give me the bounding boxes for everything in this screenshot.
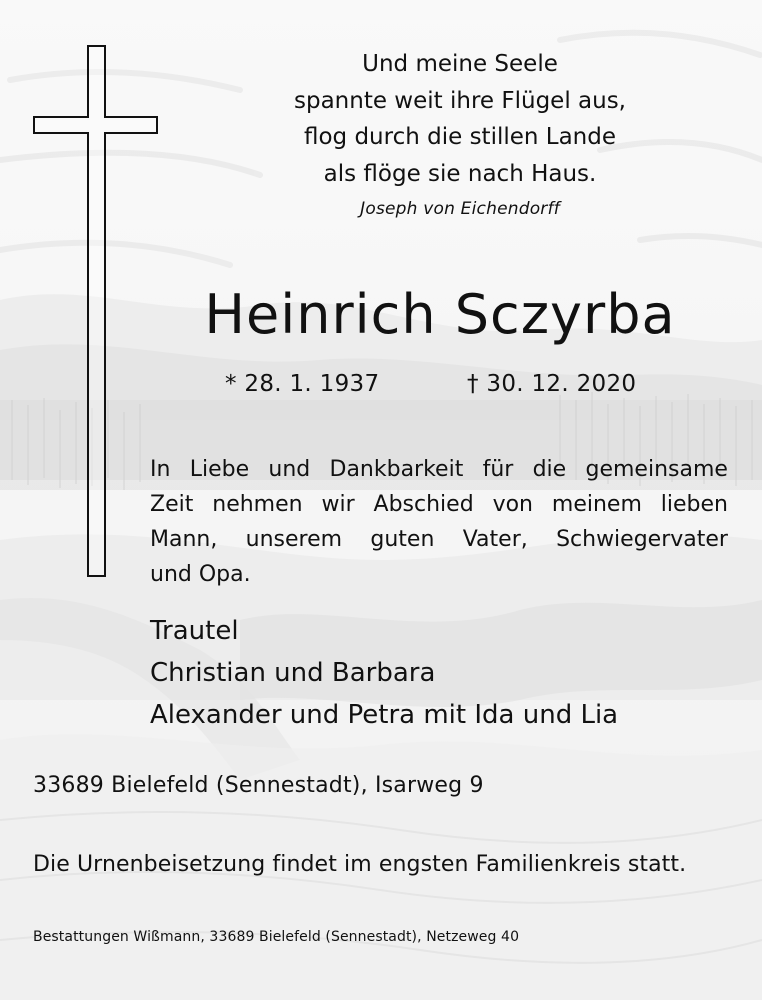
obituary-word: Vater, <box>462 527 528 552</box>
obituary-line <box>150 487 728 522</box>
family-address: 33689 Bielefeld (Sennestadt), Isarweg 9 <box>33 773 484 798</box>
obituary-word: Dankbarkeit <box>329 457 464 482</box>
poem-author: Joseph von Eichendorff <box>360 199 560 219</box>
death-date: † 30. 12. 2020 <box>467 371 637 397</box>
obituary-word: meinem <box>551 492 642 517</box>
poem <box>240 46 680 192</box>
obituary-word: unserem <box>245 527 343 552</box>
cross-icon <box>33 45 159 578</box>
obituary-word: Mann, <box>150 527 218 552</box>
deceased-name: Heinrich Sczyrba <box>204 283 676 346</box>
poem-line: spannte weit ihre Flügel aus, <box>294 87 626 114</box>
obituary-word: Schwiegervater <box>556 527 728 552</box>
mourners-list <box>150 610 618 736</box>
obituary-word: und Opa. <box>150 562 251 587</box>
poem-line: Und meine Seele <box>362 51 558 77</box>
birth-date: * 28. 1. 1937 <box>225 371 380 397</box>
undertaker-line: Bestattungen Wißmann, 33689 Bielefeld (Sennestadt), Netzeweg 40 <box>33 929 520 945</box>
obituary-word: und <box>268 457 311 482</box>
obituary-word: von <box>492 492 533 517</box>
obituary-word: In <box>150 457 171 482</box>
obituary-word: Zeit <box>150 492 194 517</box>
mourner-name: Alexander und Petra mit Ida und Lia <box>150 700 619 730</box>
burial-notice: Die Urnenbeisetzung findet im engsten Familienkreis statt. <box>33 852 687 877</box>
obituary-word: die <box>532 457 567 482</box>
obituary-word: nehmen <box>212 492 303 517</box>
obituary-word: Liebe <box>189 457 250 482</box>
poem-line: als flöge sie nach Haus. <box>323 160 597 187</box>
obituary-line <box>150 522 728 557</box>
obituary-word: Abschied <box>373 492 474 517</box>
obituary-word: gemeinsame <box>585 457 728 482</box>
mourner-name: Christian und Barbara <box>150 658 436 688</box>
obituary-word: lieben <box>660 492 728 517</box>
obituary-word: guten <box>370 527 435 552</box>
obituary-word: wir <box>321 492 355 517</box>
obituary-word: für <box>482 457 514 482</box>
obituary-text <box>150 452 728 592</box>
obituary-line <box>150 452 728 487</box>
obituary-line <box>150 557 728 592</box>
mourner-name: Trautel <box>150 616 239 646</box>
poem-line: flog durch die stillen Lande <box>303 124 617 150</box>
